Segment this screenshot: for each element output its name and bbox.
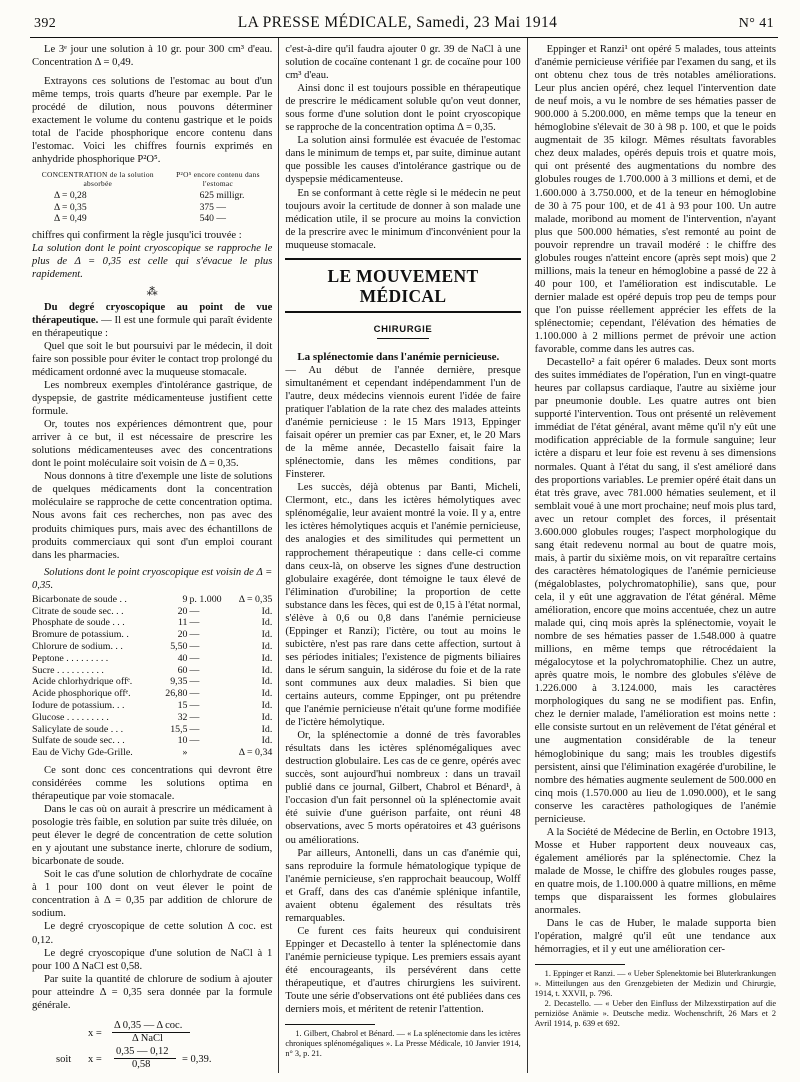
table-cell: 20 bbox=[177, 629, 188, 641]
paragraph: Extrayons ces solutions de l'estomac au bout d'un même temps, trois quarts d'heure par exemple. Par le procédé de dilution, nous pouvons déterminer exactement le volume du contenu gastrique et le poids total de l'acide phosphorique encore contenu dans l'estomac. Voici les chiffres fournis exprimés en anhydride phosphorique P²O⁵. bbox=[32, 76, 273, 166]
asterism: ⁂ bbox=[146, 285, 158, 298]
column-3 bbox=[527, 38, 778, 1073]
table-cell: Id. bbox=[261, 605, 273, 617]
table-cell: Eau de Vichy Gde-Grille. bbox=[32, 747, 133, 759]
paragraph: Dans le cas où on aurait à prescrire un médicament à posologie très faible, en solution par suite très diluée, on peut élever le degré de concentration de cette solution en y ajoutant une substance inerte, chlorure de sodium, bicarbonate de soude. bbox=[32, 804, 273, 868]
table-cell: Id. bbox=[261, 640, 273, 652]
formula-numerator: Δ 0,35 — Δ coc. bbox=[114, 1019, 183, 1031]
rubric-rule bbox=[377, 338, 429, 339]
table-cell: Bicarbonate de soude . . bbox=[32, 593, 127, 605]
paragraph: Quel que soit le but poursuivi par le médecin, il doit faire son possible pour éviter le contact trop prolongé du médicament ordonné avec la muqueuse stomacale. bbox=[32, 340, 273, 378]
table-row bbox=[32, 747, 272, 759]
paragraph: — Au début de l'année dernière, presque simultanément et cependant indépendamment l'un de l'autre, deux médecins viennois eurent l'idée de faire pratiquer l'ablation de la rate chez des malades atteints d'anémie pernicieuse : le 15 Mars 1913, Eppinger faisait opérer un premier cas par Exner, et, le 20 Mars de la même année, Decastello faisait faire la splénectomie, dans les mêmes conditions, par Finsterer. bbox=[285, 364, 521, 481]
solutions-table bbox=[32, 594, 272, 759]
table-cell: Salicylate de soude . . . bbox=[32, 723, 124, 735]
table-cell: — bbox=[189, 640, 200, 652]
formula-lhs-2: x = bbox=[88, 1053, 102, 1065]
table-cell: Id. bbox=[261, 723, 273, 735]
paragraph: Or, la splénectomie a donné de très favorables résultats dans les ictères splénomégaliques avec destruction globulaire. Les cas de ce genre, opérés avec succès, sont aujourd'hui nombreux : dans un travail publié dans ce journal, Gilbert, Chabrol et Bénard¹, à l'occasion d'un fait personnel où la splénectomie avait été suivie d'une guérison parfaite, ont réuni 48 observations, avec 5 morts opératoires et 43 guérisons ou améliorations. bbox=[285, 730, 521, 846]
paragraph: Le degré cryoscopique d'une solution de NaCl à 1 pour 100 Δ NaCl est 0,58. bbox=[32, 947, 273, 972]
paragraph: Ce sont donc ces concentrations qui devront être considérées comme les solutions optima en thérapeutique par voie stomacale. bbox=[32, 764, 273, 802]
table-cell: 15 bbox=[177, 699, 188, 711]
formula-denominator-2: 0,58 bbox=[132, 1058, 151, 1070]
table-row bbox=[32, 629, 272, 641]
paragraph: Ainsi donc il est toujours possible en thérapeutique de prescrire le médicament soluble qu'on veut donner, sous forme d'une solution dont le point cryoscopique se rapproche de la concentration optima Δ = 0,35. bbox=[285, 83, 521, 134]
table-cell: — bbox=[189, 664, 200, 676]
table-cell: 15,5 bbox=[170, 723, 188, 735]
table-cell: Δ = 0,34 bbox=[238, 747, 273, 759]
formula bbox=[32, 1016, 272, 1070]
paragraph: Par suite la quantité de chlorure de sodium à ajouter pour atteindre Δ = 0,35 sera donnée par la formule générale. bbox=[32, 973, 273, 1011]
table-cell: 40 bbox=[177, 652, 188, 664]
table-row bbox=[32, 665, 272, 677]
paragraph: Dans le cas de Huber, le malade supporta bien l'opération, malgré qu'il eût une tendance aux hémorragies, et il y eut une amélioration cer- bbox=[534, 918, 776, 956]
table-cell: Id. bbox=[261, 735, 273, 747]
table-row bbox=[32, 712, 272, 724]
paragraph: Decastello² a fait opérer 6 malades. Deux sont morts des suites immédiates de l'opération, l'un en vingt-quatre heures par collapsus cardiaque, l'autre au sixième jour par pneumonie double. Les quatre autres ont bien supporté l'intervention. Tous ont présenté un relèvement immédiat de l'état général, avant même qu'il n'y eût une modification appréciable de la formule sanguine; leur ictère a disparu et leur foie est revenu à ses dimensions normales. Quant à l'état du sang, il s'est amélioré dans des proportions variables. Le premier opéré était dans un état très grave, avec 781.000 hématies seulement, et il semblait voué à une mort prochaine; neuf mois plus tard, avec un retour complet des forces, il présentait 3.600.000 globules rouges; l'aspect morphologique du sang était redevenu normal au bout de quatre mois, mais, à partir du sixième mois, on vit reparaître certains des caractères hématologiques de l'anémie pernicieuse (mégaloblastes, polychromatophilie), sans que, pour cela, il y eût une aggravation de l'état général. Même amélioration, encore que moins accentuée, chez un autre malade qui, cinq mois après la splénectomie, voyait le nombre de ses hématies passer de 1.548.000 à quatre millions, en même temps que rétrocédaient la mégalocytose et la polychromatophilie. Chez un autre, après quatre mois, le nombre des globules s'élève de 1.226.000 à 3.124.000, mais les caractères morphologiques du sang ne se modifient pas. Enfin, chez le dernier malade, l'amélioration est moins nette : elle consiste surtout en un relèvement de l'état général et une augmentation considérable de la teneur hémoglobinique du sang; mais les troubles digestifs persistent, ainsi que l'élimination exagérée d'urobiline, le nombre des hématies augmente seulement de 500.000 en cinq mois (1.570.000 au lieu de 1.090.000), et le sang conserve les caractères pathologiques de l'anémie pernicieuse. bbox=[534, 357, 776, 825]
table-cell: Id. bbox=[261, 652, 273, 664]
concentration-table bbox=[32, 170, 272, 224]
section-title: Du degré cryoscopique au point de vue thérapeutique. bbox=[32, 301, 273, 326]
table-row bbox=[32, 700, 272, 712]
table-row bbox=[32, 641, 272, 653]
section-banner: LE MOUVEMENT MÉDICAL bbox=[285, 258, 520, 313]
paragraph: Nous donnons à titre d'exemple une liste de solutions de quelques médicaments dont la concentration moléculaire se rapproche de cette concentration optima. Nous avons fait ces recherches, non pas avec des produits chimiques purs, mais avec des échantillons de produits commerciaux qui sont d'un emploi courant dans les pharmacies. bbox=[32, 471, 273, 561]
paragraph: c'est-à-dire qu'il faudra ajouter 0 gr. 39 de NaCl à une solution de cocaïne contenant 1 gr. de cocaïne pour 100 cm³ d'eau. bbox=[285, 44, 521, 82]
footnote-rule bbox=[285, 1024, 375, 1025]
table-cell: 32 bbox=[177, 711, 188, 723]
page-number: 392 bbox=[34, 16, 57, 31]
table-cell: Acide phosphorique offᵉ. bbox=[32, 688, 131, 700]
formula-denominator: Δ NaCl bbox=[132, 1032, 163, 1044]
table-row bbox=[32, 617, 272, 629]
table-header: CONCENTRATION de la solution absorbée bbox=[41, 170, 154, 189]
table-cell: 10 bbox=[177, 735, 188, 747]
table-cell: 26,80 bbox=[165, 688, 188, 700]
table-cell: Citrate de soude sec. . . bbox=[32, 605, 124, 617]
paragraph: Le 3ᵉ jour une solution à 10 gr. pour 300 cm³ d'eau. Concentration Δ = 0,49. bbox=[32, 44, 273, 69]
footnote: 1. Eppinger et Ranzi. — « Ueber Splenektomie bei Bluterkrankungen ». Mitteilungen aus den Grenzgebieten der Medizin und Chirurgie, 1914, t. XXVII, p. 796. bbox=[534, 969, 776, 999]
column-2 bbox=[278, 38, 526, 1073]
table-row bbox=[32, 202, 272, 214]
paragraph: Les succès, déjà obtenus par Banti, Micheli, Clermont, etc., dans les ictères hémolytiques avec splénomégalie, leur avaient montré la voie. Il y a, entre les ictères hémolytiques acquis et l'anémie pernicieuse, des analogies et des similitudes qui permettent un rapprochement thérapeutique : dans celle-ci comme dans ceux-là, on observe les signes d'une destruction globulaire exagérée, dont témoigne le taux élevé de l'élimination d'urobiline; la proportion de cette substance dans les fèces, qui est de 0,15 à l'état normal, s'élève à 0,6 ou 0,8 dans l'anémie pernicieuse (Eppinger et Ranzi); l'ictère, ou tout au moins le subictère, n'est pas rare dans cette affection, surtout à ses périodes initiales; l'existence de pigments biliaires dans le sérum sanguin, la sidérose du foie et de la rate sont communes aux deux maladies. Si bien que certains auteurs, comme Eppinger, ont pu prétendre que l'anémie pernicieuse n'était qu'une forme modifiée de l'ictère hémolytique. bbox=[285, 482, 521, 729]
table-row bbox=[32, 606, 272, 618]
paragraph: Eppinger et Ranzi¹ ont opéré 5 malades, tous atteints d'anémie pernicieuse vérifiée par l'examen du sang, et ils ont obtenu chez tous de très notables améliorations. Leur plus ancien opéré, chez lequel l'intervention date de neuf mois, a vu le nombre de ses hématies passer de 900.000 à 5.200.000, en même temps que la teneur en hémoglobine s'élevait de 30 à 98 p. 100, et que le poids augmentait de 35 kilogr. Mêmes résultats favorables chez deux malades, opérés depuis trois et quatre mois, qui ont présenté des augmentations du nombre des globules rouges de 1.700.000 à 3 millions et demi, et de 1.600.000 à 3.750.000, et de la teneur en hémoglobine de 30 à 75 pour 100, et de 41 à 93 pour 100. Un autre malade, moribond au moment de l'intervention, n'ayant plus que 500.000 hématies, s'est remonté au point de pouvoir reprendre un travail modéré : le chiffre des globules rouges n'atteint encore (après sept mois) que 2 millions, mais la teneur en hémoglobine a passé de 22 à 40 pour 100, et l'amélioration est indiscutable. Le dernier malade est opéré depuis trop peu de temps pour que l'on puisse réellement apprécier les effets de la splénectomie; cependant, l'élévation des hématies de 1.100.000 à 2 millions permet de prévoir une action favorable, comme dans les autres cas. bbox=[534, 44, 776, 356]
paragraph: Par ailleurs, Antonelli, dans un cas d'anémie qui, sans reproduire la formule hématologique typique de l'anémie pernicieuse, s'en rapprochait beaucoup, Wolff et Graff, dans des cas d'anémie splénique infantile, avaient obtenu également des résultats très remarquables. bbox=[285, 847, 521, 924]
table-cell: Δ = 0,35 bbox=[238, 593, 273, 605]
page-header bbox=[30, 14, 778, 38]
paragraph: Soit le cas d'une solution de chlorhydrate de cocaïne à 1 pour 100 dont on veut élever le point de concentration à Δ = 0,35 par addition de chlorure de sodium. bbox=[32, 869, 273, 920]
footnote: 1. Gilbert, Chabrol et Bénard. — « La splénectomie dans les ictères chroniques splénomégaliques ». La Presse Médicale, 10 Janvier 1914, n° 3, p. 21. bbox=[285, 1029, 521, 1058]
table-cell: — bbox=[189, 676, 200, 688]
table-cell: Acide chlorhydrique offᵉ. bbox=[32, 676, 133, 688]
table-cell: 5,50 bbox=[170, 640, 188, 652]
table-cell: Chlorure de sodium. . . bbox=[32, 640, 123, 652]
table-cell: Id. bbox=[261, 688, 273, 700]
table-cell: Sulfate de soude sec. . . bbox=[32, 735, 125, 747]
table-cell: Phosphate de soude . . . bbox=[32, 617, 125, 629]
table-cell: 540 — bbox=[199, 213, 226, 225]
table-row bbox=[32, 594, 272, 606]
table-cell: — bbox=[189, 629, 200, 641]
paragraph: Or, toutes nos expériences démontrent que, pour arriver à ce but, il est nécessaire de prescrire les solutions médicamenteuses avec des concentrations dont le point moléculaire soit voisin de Δ = 0,35. bbox=[32, 419, 273, 470]
table-cell: Id. bbox=[261, 699, 273, 711]
italic-rule: La solution dont le point cryoscopique se rapproche le plus de Δ = 0,35 est celle qui s'évacue le plus rapidement. bbox=[32, 242, 273, 280]
column-1 bbox=[30, 38, 278, 1073]
table-cell: 9,35 bbox=[170, 676, 188, 688]
table-row bbox=[32, 653, 272, 665]
table-cell: — bbox=[189, 688, 200, 700]
table-cell: Glucose . . . . . . . . . bbox=[32, 711, 109, 723]
table-row bbox=[32, 688, 272, 700]
paragraph: Le degré cryoscopique de cette solution Δ coc. est 0,12. bbox=[32, 921, 273, 946]
table-cell: — bbox=[189, 735, 200, 747]
table-cell: Peptone . . . . . . . . . bbox=[32, 652, 109, 664]
table-cell: 625 milligr. bbox=[199, 190, 245, 202]
table-cell: 11 bbox=[177, 617, 188, 629]
formula-soit: soit bbox=[56, 1053, 72, 1065]
paragraph: En se conformant à cette règle si le médecin ne peut toujours avoir la certitude de donner à son malade une médication utile, il se procure au moins la conviction de la prescrire avec le minimum d'inconvénient pour la muqueuse stomacale. bbox=[285, 187, 521, 251]
table-cell: Id. bbox=[261, 617, 273, 629]
paragraph: La solution ainsi formulée est évacuée de l'estomac dans le minimum de temps et, par suite, diminue autant que possible les causes d'intolérance gastrique ou de dyspepsie médicamenteuse. bbox=[285, 135, 521, 186]
paragraph: Ce furent ces faits heureux qui conduisirent Eppinger et Decastello à tenter la splénectomie dans l'anémie pernicieuse typique. Les premiers essais ayant été encourageants, ils persévérent dans cette thérapeutique, et d'autres chirurgiens les suivirent. Toute une série d'observations ont été publiées dans ces derniers mois, et méritent de retenir l'attention. bbox=[285, 925, 521, 1016]
table-cell: Δ = 0,49 bbox=[54, 213, 87, 225]
table-cell: — bbox=[189, 617, 200, 629]
table-cell: Id. bbox=[261, 676, 273, 688]
table-cell: » bbox=[182, 747, 188, 759]
table-cell: Id. bbox=[261, 629, 273, 641]
formula-result: = 0,39. bbox=[182, 1053, 212, 1065]
table-cell: Id. bbox=[261, 711, 273, 723]
table-cell: 9 bbox=[182, 593, 188, 605]
table-cell: Δ = 0,35 bbox=[54, 201, 87, 213]
table-cell: — bbox=[189, 605, 200, 617]
paragraph: chiffres qui confirment la règle jusqu'ici trouvée : bbox=[32, 229, 242, 241]
issue-number: N° 41 bbox=[738, 16, 774, 31]
table-cell: Id. bbox=[261, 664, 273, 676]
footnote-rule bbox=[535, 964, 625, 965]
section-heading bbox=[32, 301, 272, 340]
table-row bbox=[32, 735, 272, 747]
table-cell bbox=[189, 747, 229, 759]
article-title: La splénectomie dans l'anémie pernicieuse. bbox=[297, 350, 500, 363]
table-row bbox=[32, 724, 272, 736]
table-cell: Δ = 0,28 bbox=[54, 190, 87, 202]
table-cell: — bbox=[189, 711, 200, 723]
table-header: P²O⁵ encore contenu dans l'estomac bbox=[176, 170, 260, 189]
table-cell: — bbox=[189, 652, 200, 664]
columns bbox=[30, 38, 778, 1073]
formula-lhs: x = bbox=[88, 1027, 102, 1039]
journal-title: LA PRESSE MÉDICALE, Samedi, 23 Mai 1914 bbox=[237, 14, 558, 31]
table-cell: 20 bbox=[177, 605, 188, 617]
table-cell: 375 — bbox=[199, 201, 226, 213]
table-cell: — bbox=[189, 723, 200, 735]
footnote: 2. Decastello. — « Ueber den Einfluss der Milzexstirpation auf die perniziöse Anämie ». Deutsche mediz. Wochenschrift, 26 Mars et 2 Avril 1914, p. 639 et 692. bbox=[534, 999, 776, 1028]
table-cell: 60 bbox=[177, 664, 188, 676]
rubric-title: CHIRURGIE bbox=[373, 323, 433, 335]
section-lead: — Il est une formule qui paraît évidente en thérapeutique : bbox=[32, 314, 273, 339]
formula-numerator-2: 0,35 — 0,12 bbox=[116, 1045, 169, 1057]
table-cell: p. 1.000 bbox=[189, 593, 222, 605]
table-row bbox=[32, 190, 272, 202]
table-cell: Iodure de potassium. . . bbox=[32, 699, 125, 711]
table-row bbox=[32, 213, 272, 225]
paragraph: A la Société de Médecine de Berlin, en Octobre 1913, Mosse et Huber rapportent deux nouveaux cas, également améliorés par la splénectomie. Chez la malade de Mosse, le chiffre des globules rouges passe, en quatre mois, de 1.100.000 à quatre millions, en même temps que disparaissent les formes globulaires anormales. bbox=[534, 826, 776, 917]
table-cell: Bromure de potassium. . bbox=[32, 629, 129, 641]
solutions-heading: Solutions dont le point cryoscopique est voisin de Δ = 0,35. bbox=[32, 566, 273, 591]
table-cell: Sucre . . . . . . . . . . bbox=[32, 664, 104, 676]
paragraph: Les nombreux exemples d'intolérance gastrique, de dyspepsie, de gastrite médicamenteuse justifient cette formule. bbox=[32, 379, 273, 418]
table-cell: — bbox=[189, 699, 200, 711]
table-row bbox=[32, 676, 272, 688]
